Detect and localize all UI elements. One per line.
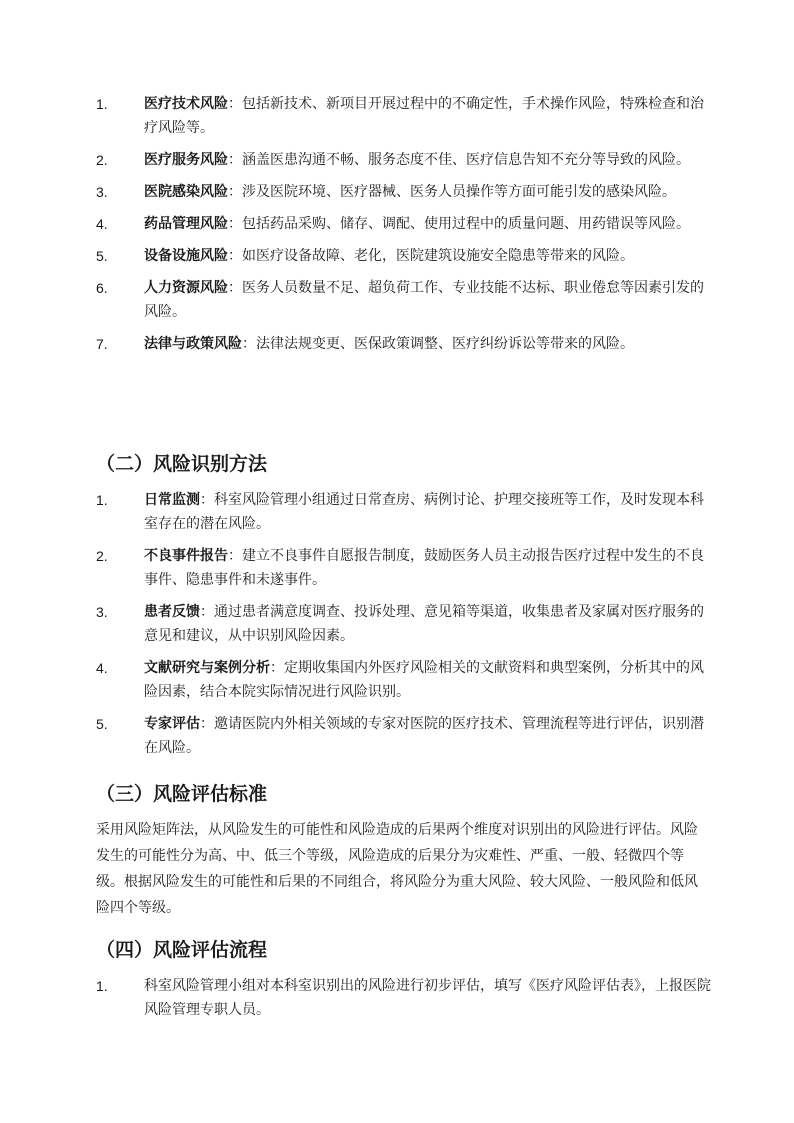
- item-term: 不良事件报告: [144, 548, 228, 564]
- item-term: 文献研究与案例分析: [144, 660, 270, 676]
- list-item: [96, 712, 716, 760]
- item-text: ：涉及医院环境、医疗器械、医务人员操作等方面可能引发的感染风险。: [228, 184, 676, 200]
- item-term: 医疗服务风险: [144, 152, 228, 168]
- item-term: 医院感染风险: [144, 184, 228, 200]
- item-number: 1.: [96, 96, 108, 112]
- item-text: ：定期收集国内外医疗风险相关的文献资料和典型案例，分析其中的风险因素，结合本院实际情况进行风险识别。: [144, 660, 704, 700]
- item-text: ：建立不良事件自愿报告制度，鼓励医务人员主动报告医疗过程中发生的不良事件、隐患事件和未遂事件。: [144, 548, 704, 588]
- list-item: [96, 544, 716, 592]
- list-item: [96, 244, 716, 268]
- item-number: 1.: [96, 978, 108, 994]
- item-number: 4.: [96, 660, 108, 676]
- item-term: 医疗技术风险: [144, 96, 228, 112]
- item-text: ：包括新技术、新项目开展过程中的不确定性，手术操作风险，特殊检查和治疗风险等。: [144, 96, 704, 136]
- list-item: [96, 488, 716, 536]
- section-heading: （二）风险识别方法: [96, 453, 268, 475]
- item-number: 7.: [96, 336, 108, 352]
- item-number: 5.: [96, 716, 108, 732]
- item-number: 1.: [96, 492, 108, 508]
- list-item: [96, 148, 716, 172]
- item-text: ：法律法规变更、医保政策调整、医疗纠纷诉讼等带来的风险。: [242, 336, 634, 352]
- item-text: ：如医疗设备故障、老化，医院建筑设施安全隐患等带来的风险。: [228, 248, 634, 264]
- item-text: ：涵盖医患沟通不畅、服务态度不佳、医疗信息告知不充分等导致的风险。: [228, 152, 690, 168]
- list-item: [96, 974, 716, 1022]
- item-term: 法律与政策风险: [144, 336, 242, 352]
- list-item: [96, 212, 716, 236]
- item-text: ：包括药品采购、储存、调配、使用过程中的质量问题、用药错误等风险。: [228, 216, 690, 232]
- risk-identification-list: [96, 488, 716, 760]
- item-number: 6.: [96, 280, 108, 296]
- assessment-process-list: [96, 974, 716, 1022]
- item-number: 4.: [96, 216, 108, 232]
- item-number: 2.: [96, 548, 108, 564]
- list-item: [96, 332, 716, 356]
- section-heading: （四）风险评估流程: [96, 939, 268, 961]
- list-item: [96, 276, 716, 324]
- item-term: 患者反馈: [144, 604, 200, 620]
- item-text: ：邀请医院内外相关领域的专家对医院的医疗技术、管理流程等进行评估，识别潜在风险。: [144, 716, 704, 756]
- section-heading: （三）风险评估标准: [96, 783, 268, 805]
- item-number: 3.: [96, 184, 108, 200]
- item-term: 设备设施风险: [144, 248, 228, 264]
- list-item: [96, 92, 716, 140]
- item-term: 专家评估: [144, 716, 200, 732]
- item-text: ：科室风险管理小组通过日常查房、病例讨论、护理交接班等工作，及时发现本科室存在的潜在风险。: [144, 492, 704, 532]
- risk-type-list: [96, 92, 716, 356]
- item-number: 5.: [96, 248, 108, 264]
- item-text: ：通过患者满意度调查、投诉处理、意见箱等渠道，收集患者及家属对医疗服务的意见和建议，从中识别风险因素。: [144, 604, 704, 644]
- body-paragraph: 采用风险矩阵法，从风险发生的可能性和风险造成的后果两个维度对识别出的风险进行评估。风险发生的可能性分为高、中、低三个等级，风险造成的后果分为灾难性、严重、一般、轻微四个等级。根据风险发生的可能性和后果的不同组合，将风险分为重大风险、较大风险、一般风险和低风险四个等级。: [96, 822, 698, 916]
- item-number: 3.: [96, 604, 108, 620]
- item-term: 药品管理风险: [144, 216, 228, 232]
- item-term: 人力资源风险: [144, 280, 228, 296]
- list-item: [96, 180, 716, 204]
- item-text: 科室风险管理小组对本科室识别出的风险进行初步评估，填写《医疗风险评估表》，上报医院风险管理专职人员。: [144, 978, 711, 1018]
- item-text: ：医务人员数量不足、超负荷工作、专业技能不达标、职业倦怠等因素引发的风险。: [144, 280, 704, 320]
- list-item: [96, 656, 716, 704]
- list-item: [96, 600, 716, 648]
- item-term: 日常监测: [144, 492, 200, 508]
- item-number: 2.: [96, 152, 108, 168]
